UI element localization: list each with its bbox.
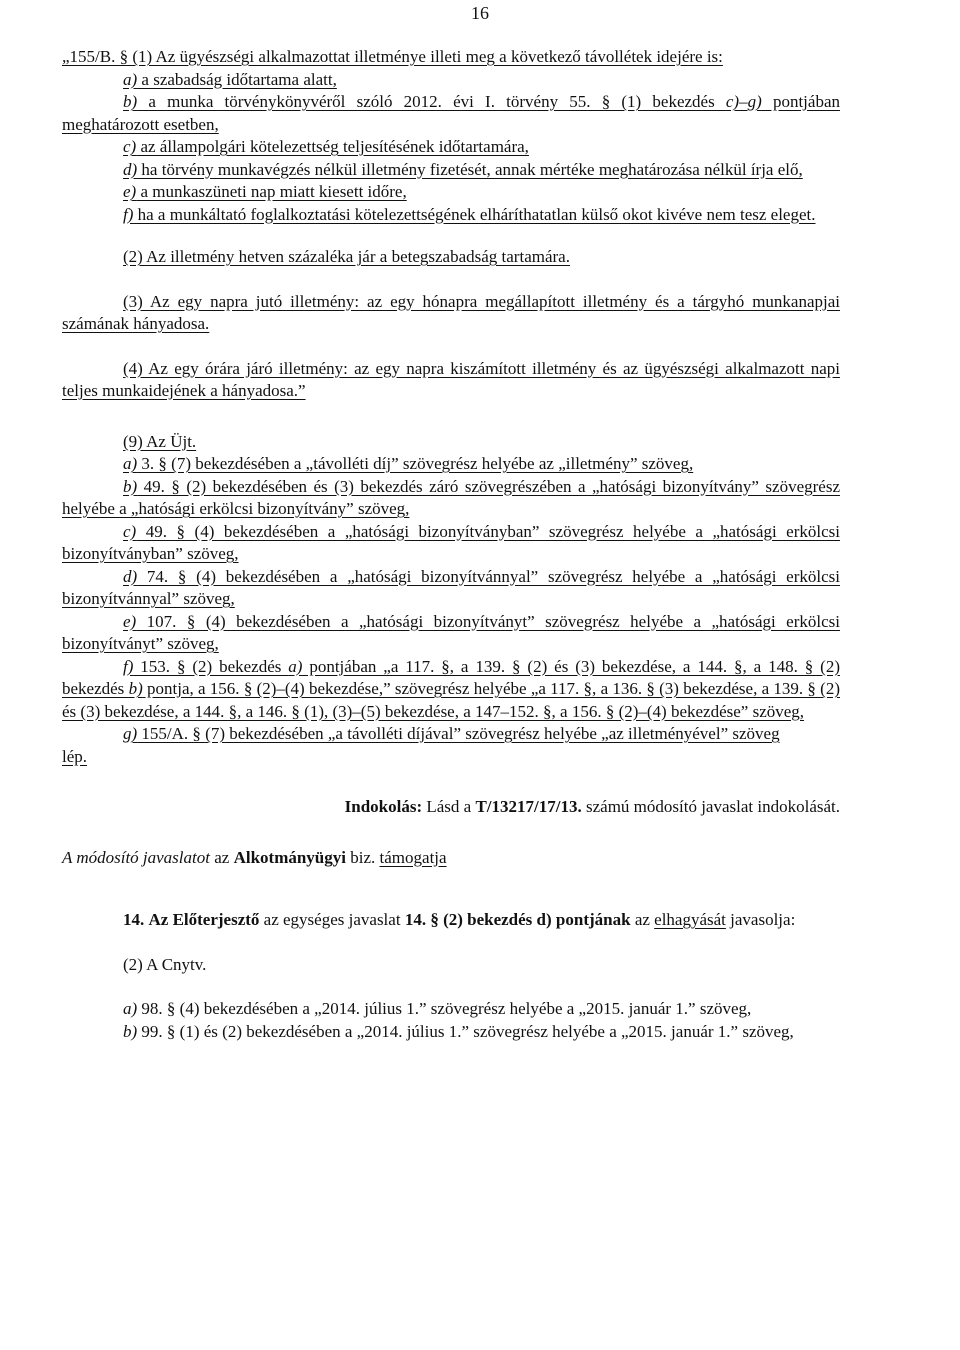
text-run: az xyxy=(630,910,655,929)
paragraph xyxy=(62,611,840,656)
page-number: 16 xyxy=(471,3,489,23)
paragraph xyxy=(62,998,840,1021)
text-run: f) xyxy=(123,656,134,676)
text-run: b) xyxy=(123,92,138,111)
text-run: 155/A. § (7) bekezdésében „a távolléti díjával” szövegrész helyébe „az illetményével” szöveg xyxy=(137,724,780,743)
text-run: 49. § (4) bekezdésében a „hatósági bizonyítványban” szövegrész helyébe a „hatósági erkölcsi bizonyítványban” szöveg, xyxy=(62,521,840,563)
text-run: (2) A Cnytv. xyxy=(123,954,207,974)
text-run: c)–g) xyxy=(725,92,762,111)
text-run: Alkotmányügyi xyxy=(233,847,346,867)
text-run: a) xyxy=(123,999,138,1018)
paragraph xyxy=(62,566,840,611)
text-run: e) xyxy=(123,182,137,201)
text-run: lép. xyxy=(62,746,88,766)
text-run: ha törvény munkavégzés nélkül illetmény fizetését, annak mértéke meghatározása nélkül írja elő, xyxy=(137,159,803,179)
text-run: 107. § (4) bekezdésében a „hatósági bizonyítványt” szövegrész helyébe a „hatósági erkölcsi bizonyítványt” szöveg, xyxy=(62,611,840,653)
text-run: d) xyxy=(123,159,138,179)
text-run: Indokolás: xyxy=(344,797,423,816)
paragraph xyxy=(62,246,840,269)
text-run: c) xyxy=(123,521,137,541)
text-run: (2) Az illetmény hetven százaléka jár a betegszabadság tartamára. xyxy=(123,247,570,266)
text-run: az egységes javaslat xyxy=(259,910,405,929)
text-run: (3) Az egy napra jutó illetmény: az egy hónapra megállapított illetmény és a tárgyhó munkanapjai számának hányadosa. xyxy=(62,291,840,333)
text-run: 99. § (1) és (2) bekezdésében a „2014. július 1.” szövegrész helyébe a „2015. január 1.” szöveg, xyxy=(137,1021,794,1041)
text-run: 49. § (2) bekezdésében és (3) bekezdés záró szövegrészében a „hatósági bizonyítvány” szövegrész helyébe a „hatósági erkölcsi bizonyítvány” szöveg, xyxy=(62,476,840,518)
text-run: a munka törvénykönyvéről szóló 2012. évi I. törvény 55. § (1) bekezdés xyxy=(137,92,726,111)
text-run: Lásd a xyxy=(422,797,476,816)
text-run: 14. xyxy=(404,910,427,929)
text-run: pontja, a 156. § (2)–(4) bekezdése,” szövegrész helyébe „a 117. §, a 136. § (3) bekezdése, a 139. § (2) és (3) bekezdése, a 144. §, a 146. § (1), (3)–(5) bekezdése, a 147–152. §, a 156. § (2)–(4) bekezdése” szöveg, xyxy=(62,679,840,721)
paragraph xyxy=(62,46,840,69)
text-run: 3. § (7) bekezdésében a „távolléti díj” szövegrész helyébe az „illetmény” szöveg, xyxy=(137,454,694,473)
document-body xyxy=(62,46,840,1043)
text-run: az xyxy=(209,847,234,867)
paragraph xyxy=(62,954,840,977)
text-run: biz. xyxy=(346,847,380,867)
text-run: a szabadság időtartama alatt, xyxy=(137,69,337,89)
text-run: Az Előterjesztő xyxy=(148,910,260,929)
text-run: b) xyxy=(128,679,143,698)
text-run: javasolja: xyxy=(725,910,796,929)
paragraph xyxy=(62,291,840,336)
text-run: a) xyxy=(123,454,138,473)
text-run: (4) Az egy órára járó illetmény: az egy napra kiszámított illetmény és az ügyészségi alkalmazott napi teljes munkaidejének a hányadosa.” xyxy=(62,358,840,400)
text-run: „155/B. § (1) Az ügyészségi alkalmazottat illetménye illeti meg a következő távollétek idejére is: xyxy=(62,47,723,66)
paragraph xyxy=(62,453,840,476)
text-run: f) xyxy=(123,204,134,224)
paragraph xyxy=(62,181,840,204)
text-run: számú módosító javaslat indokolását. xyxy=(581,797,840,816)
text-run: § (2) bekezdés d) pontjának xyxy=(430,910,631,929)
text-run: e) xyxy=(123,611,137,631)
text-run: a munkaszüneti nap miatt kiesett időre, xyxy=(136,182,407,201)
text-run: az állampolgári kötelezettség teljesítésének időtartamára, xyxy=(136,137,529,156)
text-run: pontjában „a 117. §, a 139. § (2) és (3) bekezdése, a 144. §, a 148. § (2) bekezdés xyxy=(62,656,840,698)
text-run: elhagyását xyxy=(654,910,726,929)
paragraph xyxy=(62,521,840,566)
text-run: (9) Az Üjt. xyxy=(123,431,197,451)
text-run: 98. § (4) bekezdésében a „2014. július 1.” szövegrész helyébe a „2015. január 1.” szöveg, xyxy=(137,999,752,1018)
text-run: b) xyxy=(123,1021,138,1041)
paragraph xyxy=(62,656,840,724)
paragraph xyxy=(62,796,840,819)
paragraph xyxy=(62,476,840,521)
paragraph xyxy=(62,723,840,746)
text-run: 153. § (2) bekezdés xyxy=(133,656,289,676)
text-run: támogatja xyxy=(379,847,447,867)
paragraph xyxy=(62,69,840,92)
paragraph xyxy=(62,159,840,182)
text-run: A módosító javaslatot xyxy=(62,847,210,867)
paragraph xyxy=(62,136,840,159)
paragraph xyxy=(62,358,840,403)
text-run: ha a munkáltató foglalkoztatási kötelezettségének elháríthatatlan külső okot kivéve nem tesz eleget. xyxy=(133,204,816,224)
text-run: 14. xyxy=(123,910,145,929)
text-run: b) xyxy=(123,476,138,496)
paragraph xyxy=(62,204,840,227)
paragraph xyxy=(62,746,840,769)
text-run: d) xyxy=(123,566,138,586)
text-run: a) xyxy=(123,69,138,89)
paragraph xyxy=(62,909,840,932)
text-run: g) xyxy=(123,724,138,743)
text-run: a) xyxy=(288,656,303,676)
text-run: pontjában meghatározott esetben, xyxy=(62,92,840,134)
paragraph xyxy=(62,91,840,136)
text-run: T/13217/17/13. xyxy=(475,797,582,816)
paragraph xyxy=(62,847,840,870)
text-run: c) xyxy=(123,137,137,156)
paragraph xyxy=(62,431,840,454)
paragraph xyxy=(62,1021,840,1044)
text-run: 74. § (4) bekezdésében a „hatósági bizonyítvánnyal” szövegrész helyébe a „hatósági erkölcsi bizonyítvánnyal” szöveg, xyxy=(62,566,840,608)
